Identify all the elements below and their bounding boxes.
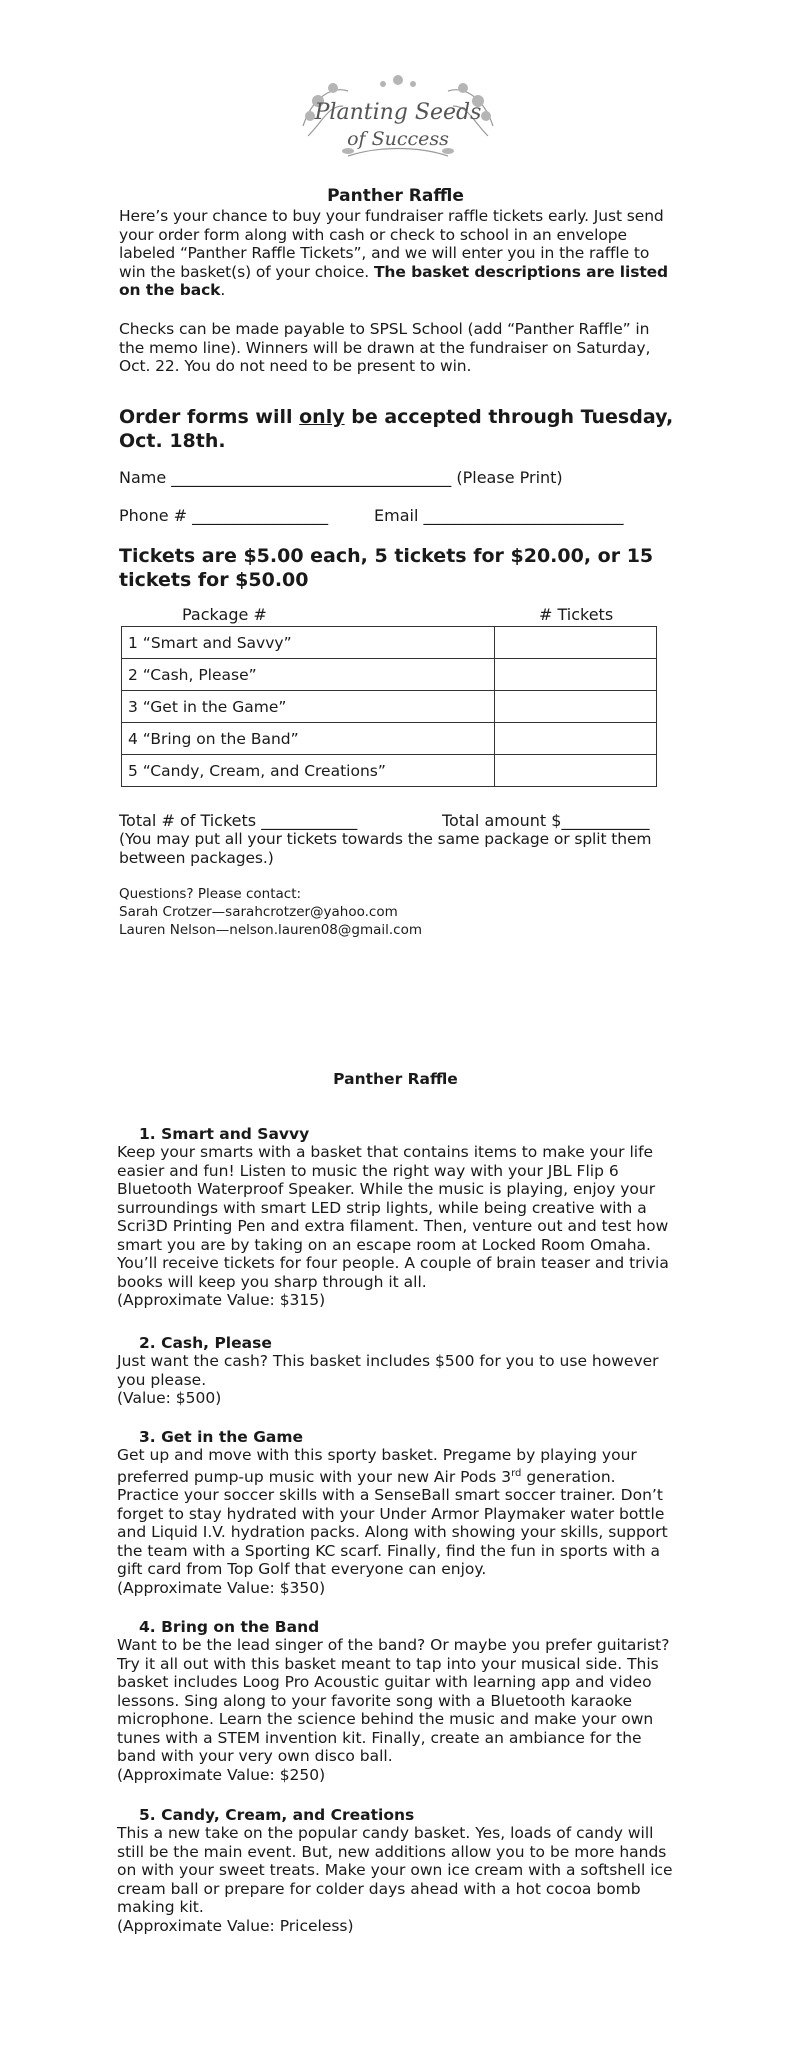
deadline-heading [119, 405, 679, 453]
intro-bold-text: The basket descriptions are listed on the back [119, 262, 669, 299]
checks-paragraph: Checks can be made payable to SPSL School (add “Panther Raffle” in the memo line). Winners will be drawn at the fundraiser on Saturday, Oct. 22. You do not need to be present to win. [119, 320, 651, 375]
section-heading: 4. Bring on the Band [139, 1618, 320, 1636]
tickets-cell[interactable] [495, 627, 657, 659]
intro-text: Here’s your chance to buy your fundraiser raffle tickets early. Just send your order form along with cash or check to school in an envelope labeled “Panther Raffle Tickets”, and we will enter you in the raffle to win the basket(s) of your choice. [119, 207, 664, 281]
section-text: Just want the cash? This basket includes $500 for you to use however you please. [117, 1352, 659, 1389]
package-cell: 3 “Get in the Game” [122, 691, 495, 723]
table-row [122, 659, 657, 691]
table-row [122, 627, 657, 659]
logo-line-1: Planting Seeds [314, 100, 482, 125]
section-heading: 2. Cash, Please [139, 1334, 272, 1352]
contact-line-1: Sarah Crotzer—sarahcrotzer@yahoo.com [119, 904, 398, 920]
section-text: This a new take on the popular candy basket. Yes, loads of candy will still be the main event. But, new additions allow you to be more hands on with your sweet treats. Make your own ice cream with a softshell ice cream ball or prepare for colder days ahead with a hot cocoa bomb making kit. [117, 1824, 673, 1916]
package-cell: 2 “Cash, Please” [122, 659, 495, 691]
section-heading: 1. Smart and Savvy [139, 1125, 310, 1143]
tickets-cell[interactable] [495, 691, 657, 723]
deadline-post: be accepted through Tuesday, Oct. 18th. [119, 406, 674, 452]
table-row [122, 723, 657, 755]
page-title: Panther Raffle [327, 186, 464, 206]
section-text-a: Get up and move with this sporty basket. Pregame by playing your preferred pump-up music with your new Air Pods 3 [117, 1446, 637, 1486]
section-text: Want to be the lead singer of the band? Or maybe you prefer guitarist? Try it all out with this basket meant to tap into your musical side. This basket includes Loog Pro Acoustic guitar with learning app and video lessons. Sing along to your favorite song with a Bluetooth karaoke microphone. Learn the science behind the music and make your own tunes with a STEM invention kit. Finally, create an ambiance for the band with your very own disco ball. [117, 1636, 670, 1765]
intro-end: . [220, 281, 226, 299]
planting-seeds-logo [288, 66, 508, 166]
package-cell: 4 “Bring on the Band” [122, 723, 495, 755]
section-value: (Approximate Value: Priceless) [117, 1916, 354, 1935]
email-field[interactable]: Email _________________________ [374, 506, 624, 525]
basket-section-3 [117, 1428, 681, 1597]
order-table [121, 626, 657, 787]
contact-line-2: Lauren Nelson—nelson.lauren08@gmail.com [119, 922, 423, 938]
tickets-cell[interactable] [495, 755, 657, 787]
tickets-cell[interactable] [495, 723, 657, 755]
phone-field[interactable]: Phone # _________________ [119, 506, 329, 525]
package-column-header: Package # [182, 605, 267, 624]
logo-line-2: of Success [347, 128, 449, 150]
section-value: (Approximate Value: $350) [117, 1578, 326, 1597]
total-tickets-field[interactable]: Total # of Tickets ____________ [119, 811, 358, 830]
basket-section-1 [117, 1125, 681, 1310]
section-value: (Approximate Value: $315) [117, 1291, 326, 1309]
totals-note: (You may put all your tickets towards the same package or split them between packages.) [119, 830, 652, 867]
section-text-b: generation. Practice your soccer skills with a SenseBall smart soccer trainer. Don’t forget to stay hydrated with your Under Armor Playmaker water bottle and Liquid I.V. hydration packs. Along with showing your skills, support the team with a Sporting KC scarf. Finally, find the fun in sports with a gift card from Top Golf that everyone can enjoy. [117, 1467, 668, 1579]
section-heading: 5. Candy, Cream, and Creations [139, 1806, 415, 1824]
basket-section-2 [117, 1334, 681, 1408]
basket-section-4 [117, 1618, 681, 1784]
package-cell: 1 “Smart and Savvy” [122, 627, 495, 659]
table-row [122, 755, 657, 787]
section-text [117, 1446, 681, 1579]
tickets-column-header: # Tickets [539, 605, 614, 624]
section-value: (Approximate Value: $250) [117, 1765, 326, 1784]
contact-heading: Questions? Please contact: [119, 886, 302, 902]
basket-section-5 [117, 1806, 681, 1935]
package-cell: 5 “Candy, Cream, and Creations” [122, 755, 495, 787]
deadline-only: only [299, 406, 345, 428]
section-text-sup: rd [511, 1467, 522, 1479]
section-value: (Value: $500) [117, 1389, 222, 1407]
ticket-prices: Tickets are $5.00 each, 5 tickets for $20.00, or 15 tickets for $50.00 [119, 545, 654, 591]
intro-paragraph [119, 207, 679, 300]
tickets-cell[interactable] [495, 659, 657, 691]
total-amount-field[interactable]: Total amount $___________ [442, 811, 650, 830]
section-text: Keep your smarts with a basket that contains items to make your life easier and fun! Listen to music the right way with your JBL Flip 6 Bluetooth Waterproof Speaker. While the music is playing, enjoy your surroundings with smart LED strip lights, while being creative with a Scri3D Printing Pen and extra filament. Then, venture out and test how smart you are by taking on an escape room at Locked Room Omaha. You’ll receive tickets for four people. A couple of brain teaser and trivia books will keep you sharp through it all. [117, 1143, 669, 1291]
deadline-pre: Order forms will [119, 406, 300, 428]
table-row [122, 691, 657, 723]
back-page-title: Panther Raffle [333, 1070, 458, 1088]
name-field[interactable]: Name ___________________________________ (Please Print) [119, 468, 563, 487]
section-heading: 3. Get in the Game [139, 1428, 304, 1446]
